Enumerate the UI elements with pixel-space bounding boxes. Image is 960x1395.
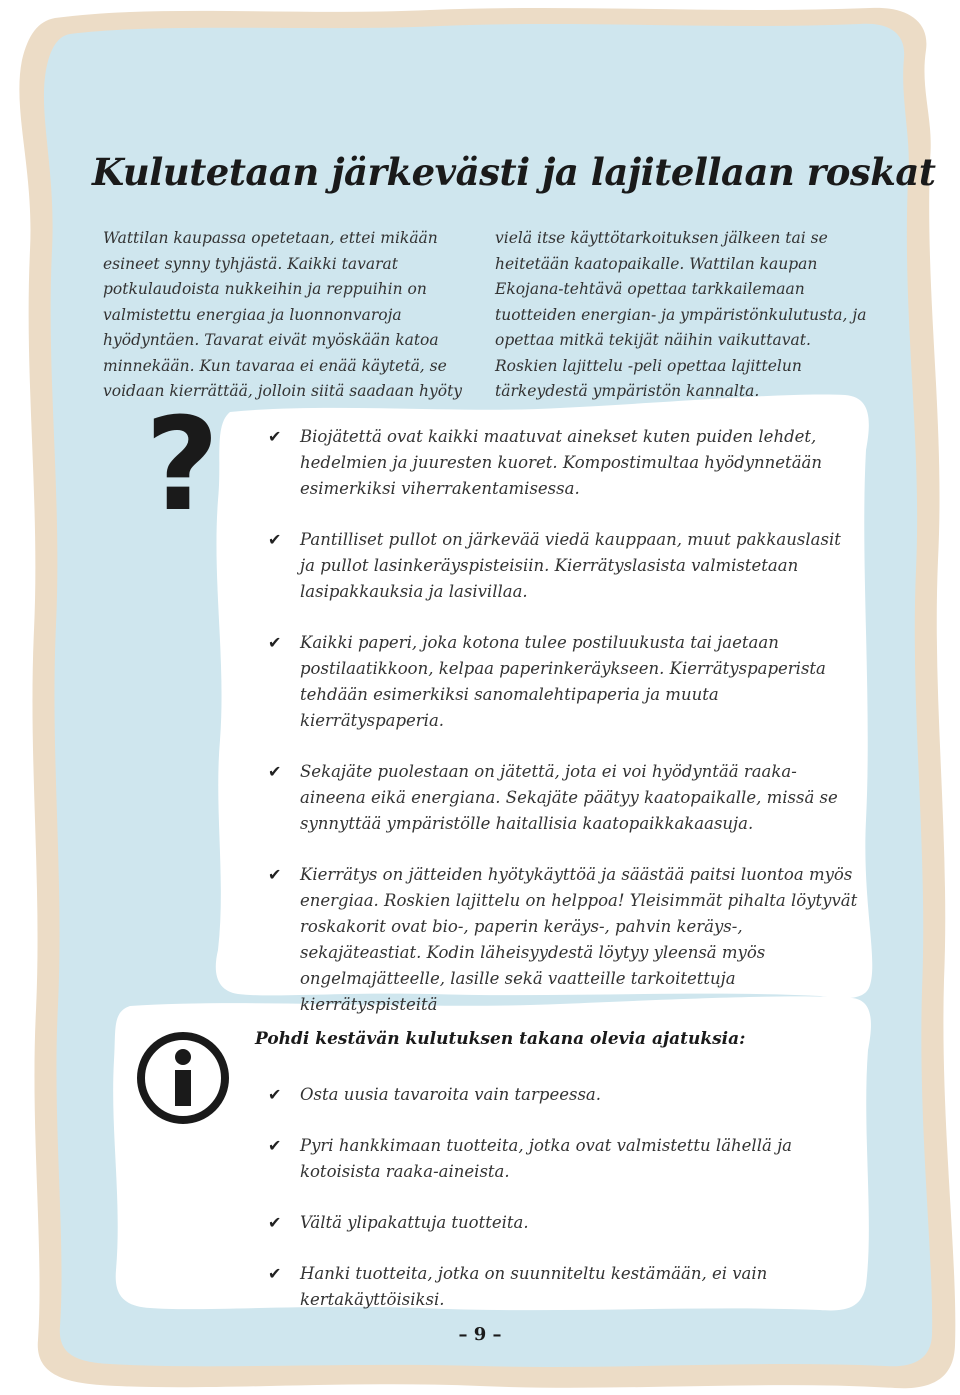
check-icon: ✔ — [268, 762, 282, 781]
list-item — [268, 1082, 868, 1108]
list-item-text: Kierrätys on jätteiden hyötykäyttöä ja säästää paitsi luontoa myös energiaa. Roskien lajittelu on helppoa! Yleisimmät pihalta löytyvät roskakorit ovat bio-, paperin keräys-, pahvin keräys-, sekajäteastiat. Kodin läheisyydestä löytyy yleensä myös ongelmajätteelle, lasille sekä vaatteille tarkoitettuja kierrätyspisteitä — [300, 865, 858, 1014]
list-item-text: Osta uusia tavaroita vain tarpeessa. — [300, 1085, 601, 1104]
list-item — [268, 1261, 868, 1313]
check-icon: ✔ — [268, 1264, 282, 1283]
list-item — [268, 630, 858, 734]
list-item-text: Sekajäte puolestaan on jätettä, jota ei voi hyödyntää raaka-aineena eikä energiana. Sekajäte päätyy kaatopaikalle, missä se synnyttää ympäristölle haitallisia kaatopaikkakaasuja. — [300, 762, 838, 833]
check-icon: ✔ — [268, 1085, 282, 1104]
check-icon: ✔ — [268, 1136, 282, 1155]
list-item — [268, 759, 858, 837]
list-item-text: Biojätettä ovat kaikki maatuvat ainekset kuten puiden lehdet, hedelmien ja juuresten kuoret. Kompostimultaa hyödynnetään esimerkiksi viherrakentamisessa. — [300, 427, 822, 498]
list-item-text: Pyri hankkimaan tuotteita, jotka ovat valmistettu lähellä ja kotoisista raaka-aineista. — [300, 1136, 793, 1181]
list-item — [268, 1210, 868, 1236]
check-icon: ✔ — [268, 427, 282, 446]
list-item — [268, 424, 858, 502]
list-item-text: Vältä ylipakattuja tuotteita. — [300, 1213, 529, 1232]
sustainable-consumption-list — [268, 1082, 868, 1338]
page-number: – 9 – — [458, 1324, 502, 1345]
info-icon — [135, 1030, 231, 1126]
list-item — [268, 1133, 868, 1185]
list-item-text: Kaikki paperi, joka kotona tulee postiluukusta tai jaetaan postilaatikkoon, kelpaa paperinkeräykseen. Kierrätyspaperista tehdään esimerkiksi sanomalehtipaperia ja muuta kierrätyspaperia. — [300, 633, 826, 730]
list-item-text: Hanki tuotteita, jotka on suunniteltu kestämään, ei vain kertakäyttöisiksi. — [300, 1264, 768, 1309]
intro-text-right: vielä itse käyttötarkoituksen jälkeen tai se heitetään kaatopaikalle. Wattilan kaupan Ekojana-tehtävä opettaa tarkkailemaan tuotteiden energian- ja ympäristönkulutusta, ja opettaa mitkä tekijät näihin vaikuttavat. Roskien lajittelu -peli opettaa lajittelun tärkeydestä ympäristön kannalta. — [495, 229, 867, 400]
check-icon: ✔ — [268, 865, 282, 884]
check-icon: ✔ — [268, 1213, 282, 1232]
list-item — [268, 862, 858, 1018]
list-item — [268, 527, 858, 605]
intro-text-left: Wattilan kaupassa opetetaan, ettei mikään esineet synny tyhjästä. Kaikki tavarat potkulaudoista nukkeihin ja reppuihin on valmistettu energiaa ja luonnonvaroja hyödyntäen. Tavarat eivät myöskään katoa minnekään. Kun tavaraa ei enää käytetä, se voidaan kierrättää, jolloin siitä saadaan hyöty — [103, 229, 463, 400]
check-icon: ✔ — [268, 530, 282, 549]
check-icon: ✔ — [268, 633, 282, 652]
recycling-facts-list — [268, 424, 858, 1043]
list-item-text: Pantilliset pullot on järkevää viedä kauppaan, muut pakkauslasit ja pullot lasinkeräyspisteisiin. Kierrätyslasista valmistetaan lasipakkauksia ja lasivillaa. — [300, 530, 841, 601]
info-heading: Pohdi kestävän kulutuksen takana olevia ajatuksia: — [255, 1029, 746, 1049]
page-title: Kulutetaan järkevästi ja lajitellaan roskat — [92, 150, 936, 194]
question-mark-icon: ? — [145, 391, 220, 540]
